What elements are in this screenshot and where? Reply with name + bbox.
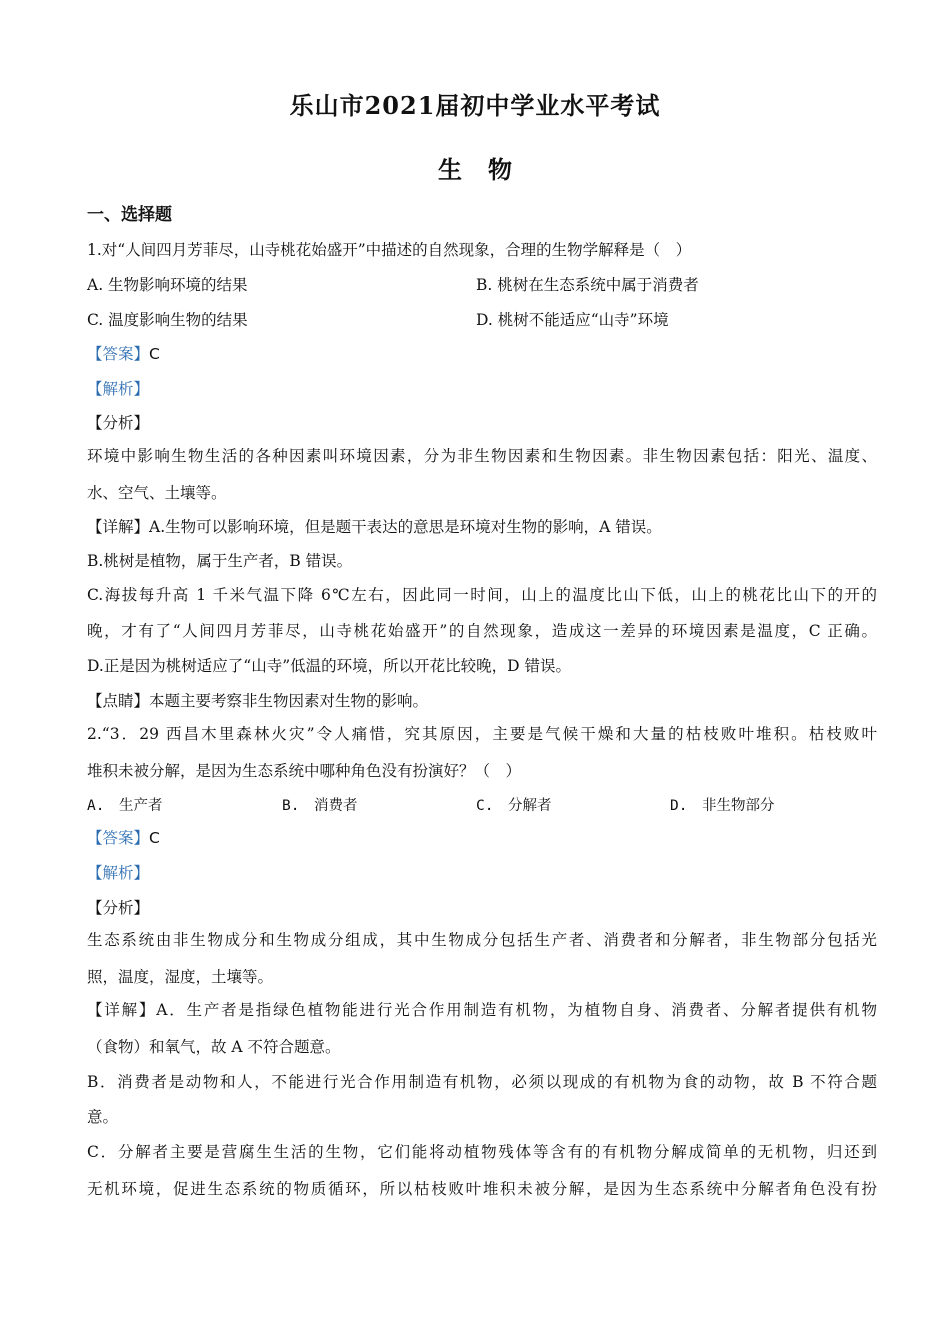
q2-detail-1: 【详解】A．生产者是指绿色植物能进行光合作用制造有机物，为植物自身、消费者、分解者提供有机物: [87, 1001, 877, 1019]
q1-stem: 1.对“人间四月芳菲尽，山寺桃花始盛开”中描述的自然现象，合理的生物学解释是（ ）: [87, 241, 692, 259]
q2-answer-label: 【答案】: [87, 829, 150, 847]
q1-option-d: D. 桃树不能适应“山寺”环境: [476, 311, 669, 329]
q1-fenxi-label: 【分析】: [87, 414, 150, 432]
q1-detail-5: D.正是因为桃树适应了“山寺”低温的环境，所以开花比较晚，D 错误。: [87, 657, 572, 675]
q1-detail-2: B.桃树是植物，属于生产者，B 错误。: [87, 552, 353, 570]
q1-option-b: B. 桃树在生态系统中属于消费者: [476, 276, 699, 294]
q2-detail-5: C．分解者主要是营腐生生活的生物，它们能将动植物残体等含有的有机物分解成简单的无机物，归还到: [87, 1143, 877, 1161]
q1-detail-4: 晚，才有了“人间四月芳菲尽，山寺桃花始盛开”的自然现象，造成这一差异的环境因素是温度，C 正确。: [87, 622, 877, 640]
q2-answer-value: C: [149, 829, 160, 847]
q1-fenxi-text-1: 环境中影响生物生活的各种因素叫环境因素，分为非生物因素和生物因素。非生物因素包括：阳光、温度、: [87, 447, 877, 465]
q1-detail-1: 【详解】A.生物可以影响环境，但是题干表达的意思是环境对生物的影响，A 错误。: [87, 518, 662, 536]
q1-answer-label: 【答案】: [87, 345, 150, 363]
q2-option-d: D. 非生物部分: [670, 798, 775, 814]
q2-option-b: B. 消费者: [282, 798, 358, 814]
q1-option-a: A. 生物影响环境的结果: [87, 276, 248, 294]
q1-detail-3: C.海拔每升高 1 千米气温下降 6℃左右，因此同一时间，山上的温度比山下低，山上的桃花比山下的开的: [87, 586, 877, 604]
q1-option-c: C. 温度影响生物的结果: [87, 311, 248, 329]
q2-option-c: C. 分解者: [476, 798, 552, 814]
q2-analysis-label: 【解析】: [87, 864, 150, 882]
q1-analysis-label: 【解析】: [87, 380, 150, 398]
section-heading: 一、选择题: [87, 205, 172, 225]
q2-detail-4: 意。: [87, 1108, 119, 1126]
q2-fenxi-text-2: 照，温度，湿度，土壤等。: [87, 968, 274, 986]
exam-title: 乐山市2021届初中学业水平考试: [289, 91, 661, 120]
q1-dianjing: 【点睛】本题主要考察非生物因素对生物的影响。: [87, 692, 429, 710]
q1-fenxi-text-2: 水、空气、土壤等。: [87, 484, 227, 502]
q2-option-a: A. 生产者: [87, 798, 163, 814]
q2-answer: [87, 827, 877, 849]
q2-detail-6: 无机环境，促进生态系统的物质循环，所以枯枝败叶堆积未被分解，是因为生态系统中分解者角色没有扮: [87, 1180, 877, 1198]
q2-fenxi-label: 【分析】: [87, 899, 150, 917]
q2-detail-2: （食物）和氧气，故 A 不符合题意。: [87, 1038, 341, 1056]
subject-title: 生物: [438, 155, 538, 184]
q1-answer-value: C: [149, 345, 160, 363]
q2-fenxi-text-1: 生态系统由非生物成分和生物成分组成，其中生物成分包括生产者、消费者和分解者，非生物部分包括光: [87, 931, 877, 949]
q2-stem-1: 2.“3．29 西昌木里森林火灾”令人痛惜，究其原因，主要是气候干燥和大量的枯枝败叶堆积。枯枝败叶: [87, 725, 877, 743]
q2-stem-2: 堆积未被分解，是因为生态系统中哪种角色没有扮演好？（ ）: [87, 762, 522, 780]
q2-detail-3: B．消费者是动物和人，不能进行光合作用制造有机物，必须以现成的有机物为食的动物，故 B 不符合题: [87, 1073, 877, 1091]
q1-answer: [87, 343, 877, 365]
